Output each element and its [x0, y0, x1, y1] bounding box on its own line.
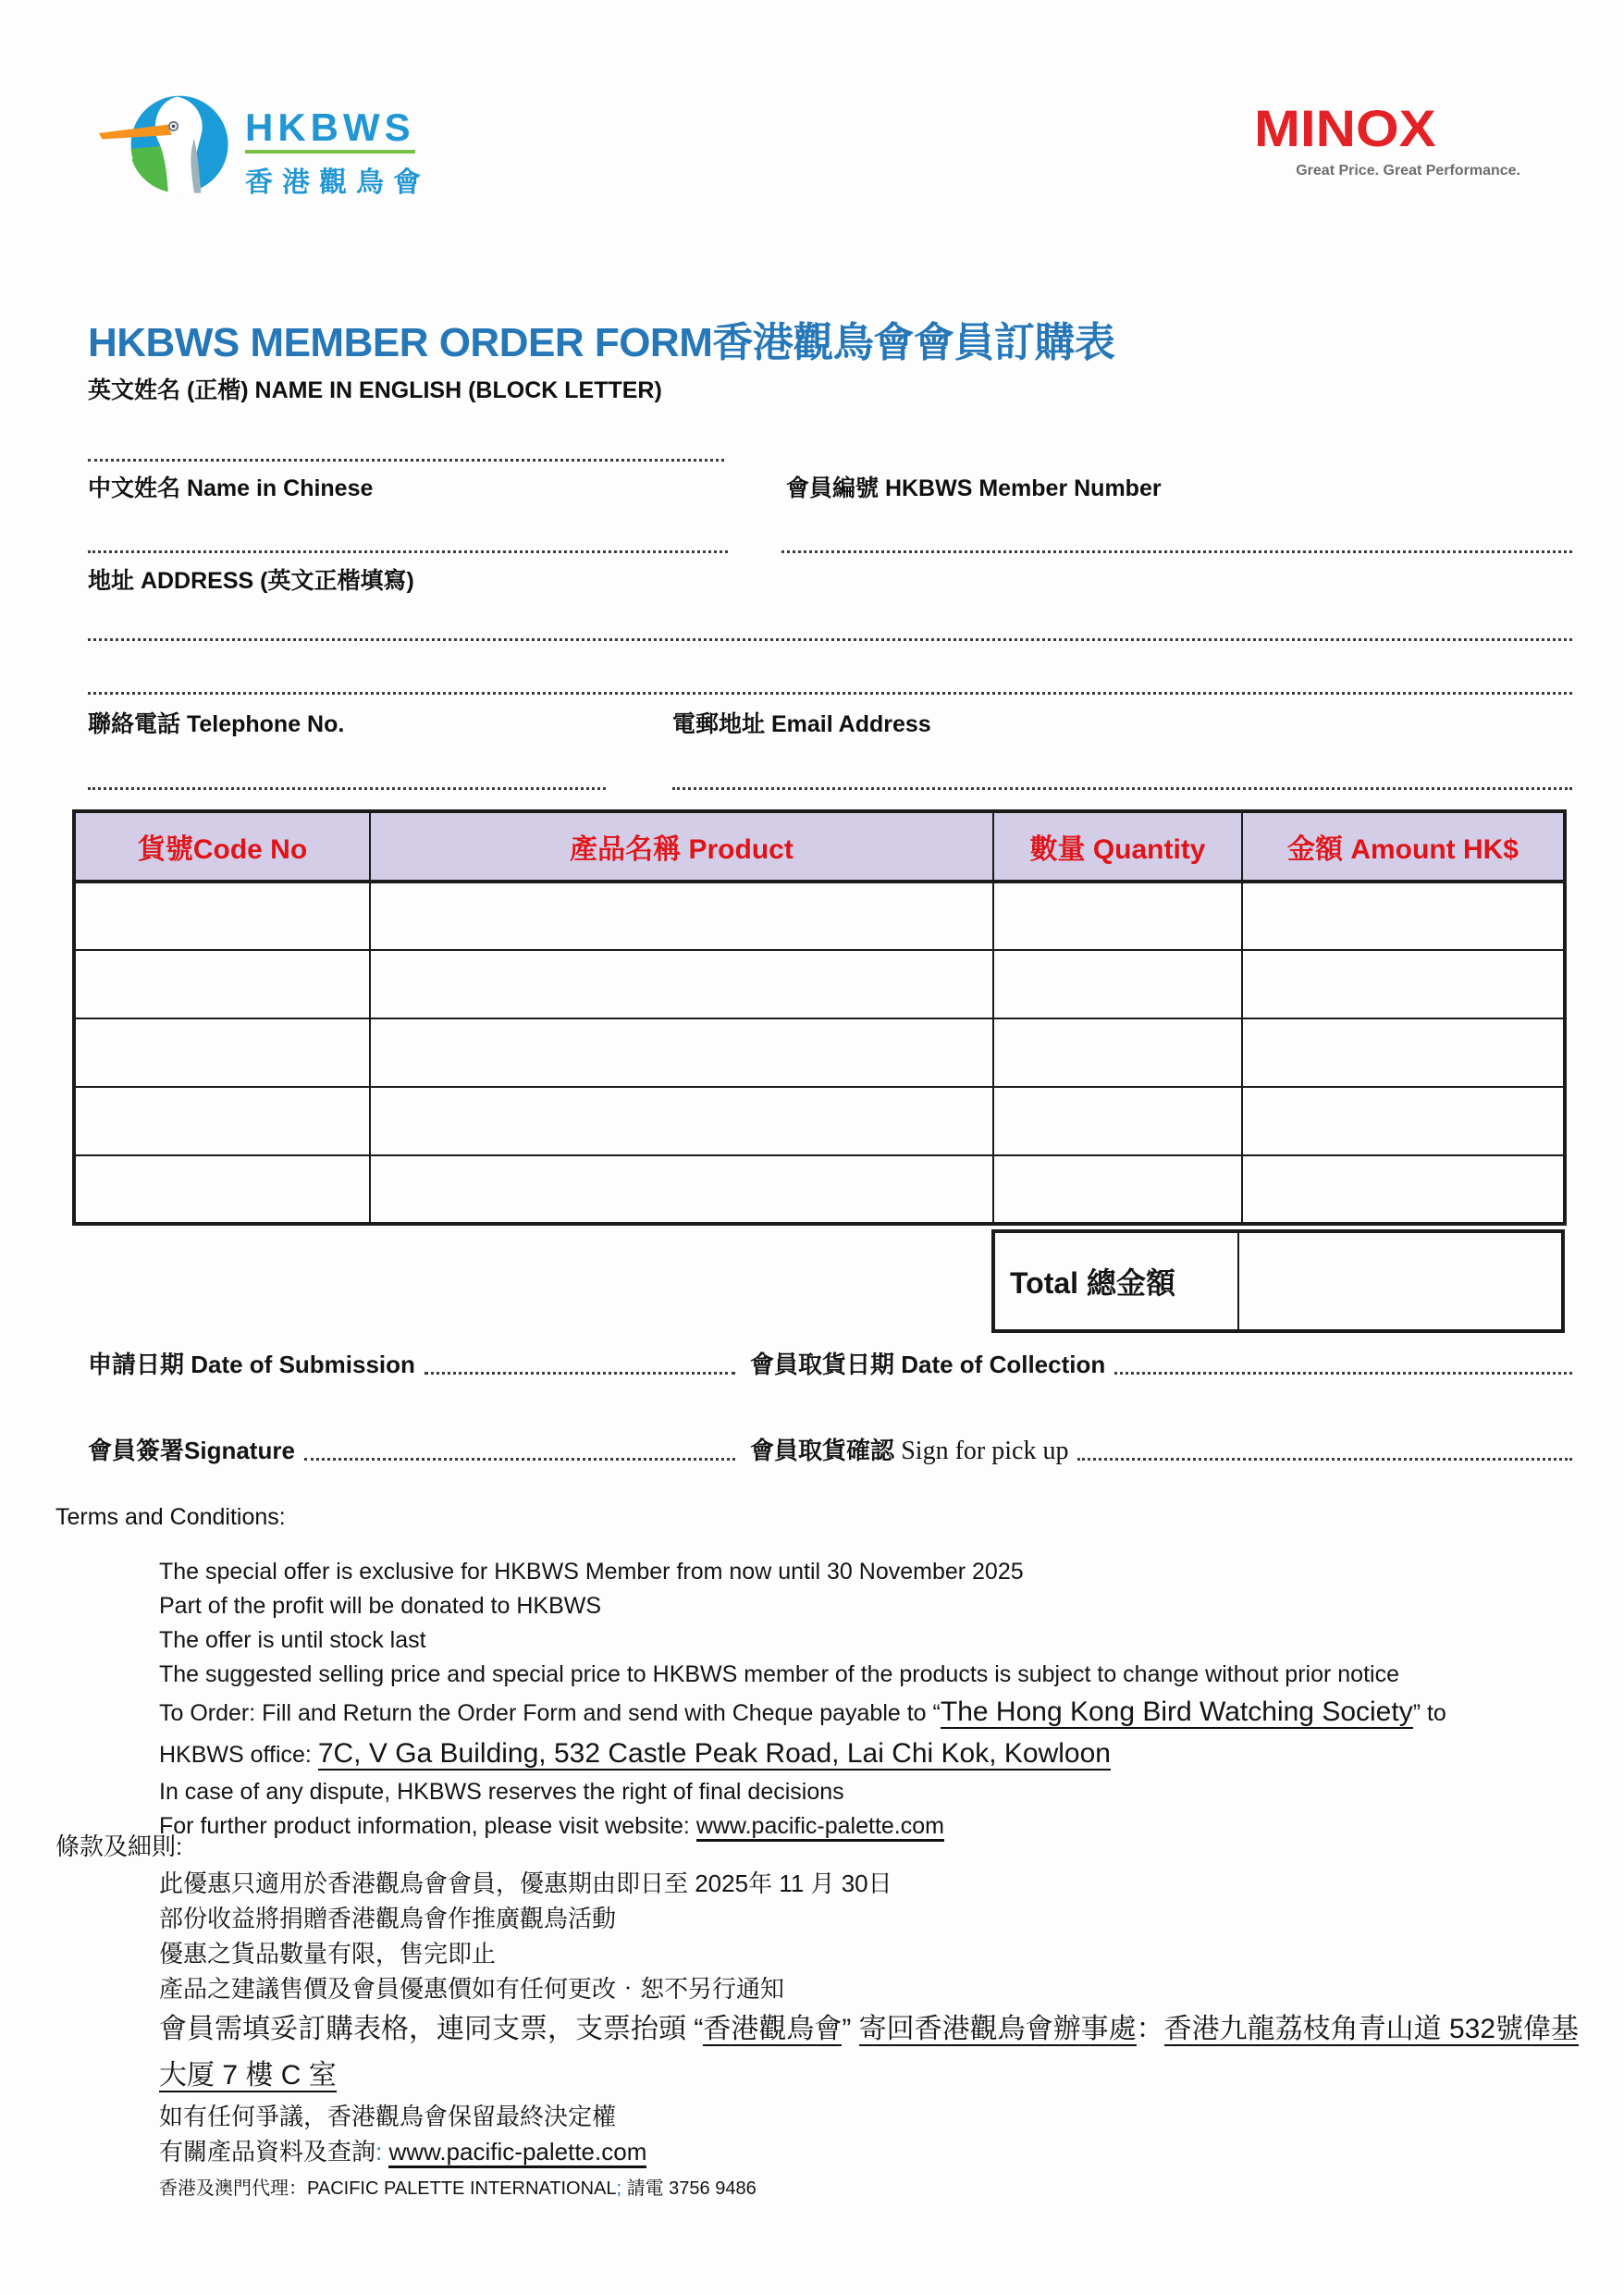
- table-row: [74, 950, 1565, 1018]
- table-cell[interactable]: [74, 882, 370, 950]
- table-row: [74, 1018, 1565, 1087]
- agent-line: [159, 2169, 1586, 2208]
- table-cell[interactable]: [74, 1155, 370, 1224]
- signature-write-line[interactable]: [304, 1458, 735, 1461]
- table-row: [74, 1155, 1565, 1224]
- table-cell[interactable]: [1242, 882, 1565, 950]
- terms-and-conditions-zh: [55, 1828, 1586, 2208]
- label-sign-for-pickup: [750, 1432, 1068, 1466]
- order-table: [72, 809, 1567, 1226]
- table-cell[interactable]: [370, 1018, 993, 1087]
- sign-for-pickup-row: [750, 1432, 1572, 1466]
- column-header-amount: 金額 Amount HK$: [1242, 811, 1565, 882]
- date-of-collection-row: [750, 1346, 1572, 1380]
- mailing-office: 寄回香港觀鳥會辦事處: [858, 2014, 1137, 2044]
- table-row: [74, 882, 1565, 950]
- order-table-body: [74, 882, 1565, 1224]
- date-of-collection-write-line[interactable]: [1114, 1372, 1572, 1375]
- table-header-row: [74, 811, 1565, 882]
- name-english-write-line[interactable]: [88, 459, 724, 462]
- enquiry-colon: :: [375, 2138, 389, 2165]
- mailing-mid: ”: [842, 2014, 859, 2044]
- total-row: [991, 1229, 1565, 1333]
- label-name-english: 英文姓名 (正楷) NAME IN ENGLISH (BLOCK LETTER): [88, 377, 662, 403]
- table-cell[interactable]: [370, 882, 993, 950]
- terms-zh-item: 此優惠只適用於香港觀鳥會會員，優惠期由即日至 2025年 11 月 30日: [159, 1869, 892, 1897]
- column-header-quantity: 數量 Quantity: [993, 811, 1242, 882]
- website-prefix: For further product information, please visit website:: [159, 1813, 696, 1839]
- terms-zh-item-mailing: [159, 2006, 1586, 2099]
- terms-zh-item-enquiry: [159, 2134, 1586, 2169]
- agent-prefix: 香港及澳門代理：PACIFIC PALETTE INTERNATIONAL: [159, 2178, 617, 2199]
- payee-name: 香港觀鳥會: [703, 2014, 843, 2044]
- table-cell[interactable]: [370, 950, 993, 1018]
- terms-en-item-dispute: In case of any dispute, HKBWS reserves the right of final decisions: [159, 1779, 844, 1805]
- label-telephone: 聯絡電話 Telephone No.: [88, 711, 345, 737]
- minox-wordmark: MINOX: [1254, 100, 1436, 157]
- table-cell[interactable]: [993, 950, 1242, 1018]
- date-of-submission-row: [88, 1346, 735, 1380]
- table-cell[interactable]: [370, 1155, 993, 1224]
- date-of-submission-write-line[interactable]: [424, 1372, 735, 1375]
- terms-en-heading: Terms and Conditions:: [55, 1504, 286, 1530]
- total-amount-cell[interactable]: [1239, 1233, 1561, 1329]
- table-cell[interactable]: [1242, 950, 1565, 1018]
- label-sign-for-pickup-zh: 會員取貨確認: [750, 1437, 902, 1464]
- table-cell[interactable]: [1242, 1155, 1565, 1224]
- sign-for-pickup-write-line[interactable]: [1077, 1458, 1572, 1461]
- table-cell[interactable]: [74, 1087, 370, 1155]
- name-chinese-write-line[interactable]: [88, 550, 728, 553]
- label-date-of-collection: 會員取貨日期 Date of Collection: [750, 1351, 1106, 1378]
- table-cell[interactable]: [993, 1087, 1242, 1155]
- table-cell[interactable]: [1242, 1087, 1565, 1155]
- enquiry-link[interactable]: www.pacific-palette.com: [388, 2138, 646, 2168]
- terms-en-item: The special offer is exclusive for HKBWS Member from now until 30 November 2025: [159, 1559, 1024, 1585]
- hkbws-logo: [97, 88, 430, 204]
- minox-logo: [1254, 100, 1520, 179]
- agent-phone: 請電 3756 9486: [621, 2178, 757, 2199]
- table-cell[interactable]: [1242, 1018, 1565, 1087]
- address-write-line-2[interactable]: [88, 692, 1572, 695]
- enquiry-prefix: 有關產品資料及查詢: [159, 2138, 376, 2165]
- terms-en-item: Part of the profit will be donated to HKBWS: [159, 1593, 602, 1619]
- telephone-write-line[interactable]: [88, 787, 606, 790]
- minox-tagline: Great Price. Great Performance.: [1296, 163, 1520, 179]
- to-order-suffix: ” to: [1412, 1700, 1446, 1726]
- table-cell[interactable]: [993, 882, 1242, 950]
- address-write-line-1[interactable]: [88, 638, 1572, 641]
- terms-zh-item-dispute: 如有任何爭議，香港觀鳥會保留最終決定權: [159, 2103, 617, 2130]
- hkbws-bird-emblem-icon: [97, 88, 236, 204]
- table-cell[interactable]: [74, 1018, 370, 1087]
- agent-semicolon: ;: [616, 2178, 622, 2199]
- mailing-address: 香港九龍荔枝角青山道 532號偉基大厦 7 樓 C 室: [159, 2014, 1580, 2091]
- terms-zh-item: 優惠之貨品數量有限，售完即止: [159, 1940, 497, 1968]
- label-email: 電郵地址 Email Address: [672, 711, 931, 737]
- column-header-product: 產品名稱 Product: [370, 811, 993, 882]
- to-order-prefix: To Order: Fill and Return the Order Form and send with Cheque payable to “: [159, 1700, 941, 1726]
- hkbws-chinese-name: 香港觀鳥會: [245, 167, 430, 198]
- column-header-code-no: 貨號Code No: [74, 811, 370, 882]
- table-cell[interactable]: [993, 1018, 1242, 1087]
- label-signature: 會員簽署Signature: [88, 1437, 295, 1464]
- society-name: The Hong Kong Bird Watching Society: [940, 1697, 1413, 1727]
- total-label: Total 總金額: [995, 1233, 1239, 1329]
- form-title: HKBWS MEMBER ORDER FORM香港觀鳥會會員訂購表: [88, 320, 1115, 365]
- table-cell[interactable]: [993, 1155, 1242, 1224]
- hkbws-acronym: HKBWS: [245, 108, 415, 154]
- website-link[interactable]: www.pacific-palette.com: [696, 1813, 944, 1842]
- terms-en-item-office: [159, 1734, 1586, 1775]
- label-sign-for-pickup-en: Sign for pick up: [901, 1437, 1069, 1465]
- terms-en-item: The offer is until stock last: [159, 1627, 426, 1653]
- label-address: 地址 ADDRESS (英文正楷填寫): [88, 568, 414, 594]
- signature-row: [88, 1432, 735, 1466]
- terms-zh-item: 部份收益將捐贈香港觀鳥會作推廣觀鳥活動: [159, 1905, 617, 1932]
- office-prefix: HKBWS office:: [159, 1742, 318, 1768]
- label-name-chinese: 中文姓名 Name in Chinese: [88, 475, 374, 501]
- mailing-prefix: 會員需填妥訂購表格，連同支票，支票抬頭 “: [159, 2014, 704, 2044]
- terms-zh-item: 產品之建議售價及會員優惠價如有任何更改‧恕不另行通知: [159, 1975, 785, 2003]
- terms-zh-heading: 條款及細則:: [55, 1832, 183, 1860]
- terms-en-items: [159, 1555, 1586, 1844]
- table-cell[interactable]: [370, 1087, 993, 1155]
- table-cell[interactable]: [74, 950, 370, 1018]
- table-row: [74, 1087, 1565, 1155]
- terms-en-item: The suggested selling price and special price to HKBWS member of the products is subject to change without prior notice: [159, 1661, 1399, 1687]
- member-number-write-line[interactable]: [781, 550, 1572, 553]
- label-date-of-submission: 申請日期 Date of Submission: [88, 1351, 415, 1378]
- email-write-line[interactable]: [672, 787, 1572, 790]
- label-member-number: 會員編號 HKBWS Member Number: [786, 475, 1162, 501]
- terms-en-item-to-order: [159, 1692, 1586, 1734]
- terms-and-conditions-en: [55, 1504, 1586, 1844]
- office-address: 7C, V Ga Building, 532 Castle Peak Road, Lai Chi Kok, Kowloon: [317, 1738, 1111, 1769]
- terms-zh-items: [159, 1866, 1586, 2208]
- mailing-colon: ：: [1136, 2014, 1164, 2044]
- hkbws-logo-text: [245, 105, 430, 200]
